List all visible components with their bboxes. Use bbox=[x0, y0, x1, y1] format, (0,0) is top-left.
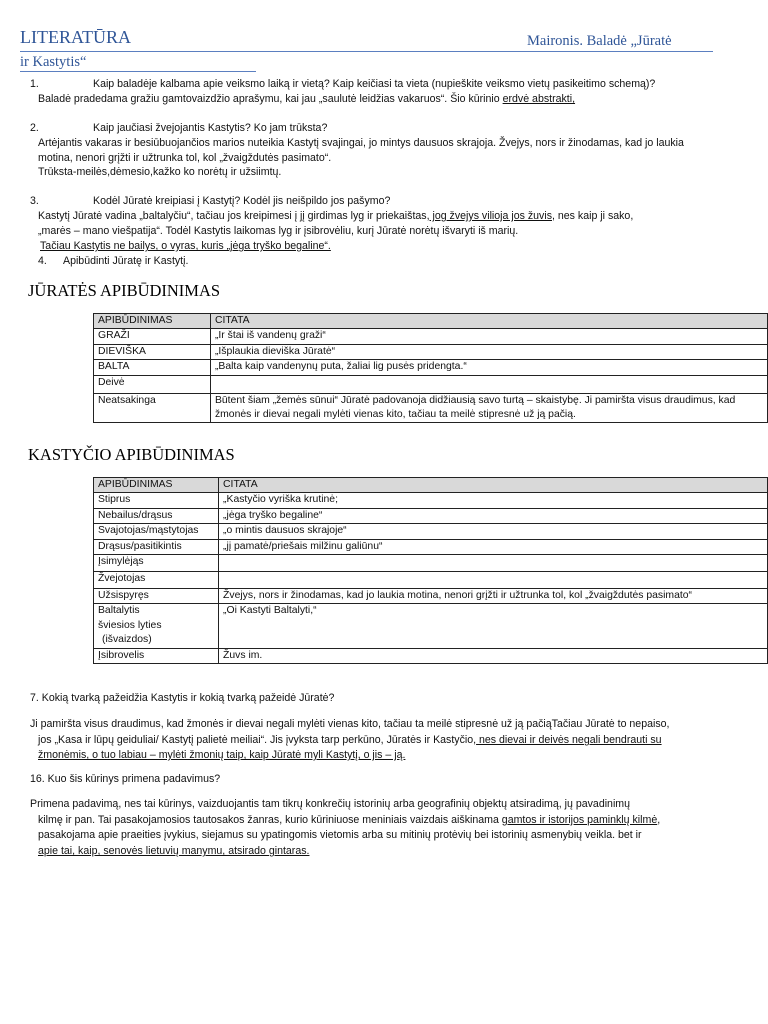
section-title-kastytis: KASTYČIO APIBŪDINIMAS bbox=[28, 445, 235, 464]
table-header-row bbox=[94, 478, 768, 493]
answer-3-text: Kastytį Jūratė vadina „baltalyčiu“, tačiau jos kreipimesi į jį girdimas lyg ir priekaištas, bbox=[38, 210, 430, 222]
answer-3-underlined: jog žvejys vilioja jos žuvis bbox=[429, 210, 552, 222]
table-row bbox=[94, 508, 768, 523]
trait-cell: DIEVIŠKA bbox=[94, 344, 211, 359]
quote-cell bbox=[219, 555, 768, 572]
trait-cell: Žvejotojas bbox=[94, 572, 219, 589]
work-title: Maironis. Baladė „Jūratė bbox=[527, 33, 672, 49]
quote-cell bbox=[210, 375, 767, 393]
quote-cell: „o mintis dausuos skrajoje“ bbox=[219, 524, 768, 539]
answer-1-text: Baladė pradedama gražiu gamtovaizdžio aprašymu, kai jau „saulutė leidžias vakaruos“. Šio kūrinio bbox=[38, 93, 503, 105]
table-row bbox=[94, 493, 768, 508]
column-header: APIBŪDINIMAS bbox=[94, 314, 211, 329]
answer-7-line-3: žmonėmis, o tuo labiau – mylėti žmonių taip, kaip Jūratė myli Kastytį, o jis – ją. bbox=[38, 749, 406, 761]
section-title-jurate: JŪRATĖS APIBŪDINIMAS bbox=[28, 281, 221, 300]
kastytis-table bbox=[93, 477, 768, 664]
answer-16-text: kilmę ir pan. Tai pasakojamosios tautosakos žanras, kurio kūriniuose meniniais vaizdais aiškinama bbox=[38, 814, 502, 826]
work-title-continued: ir Kastytis“ bbox=[20, 54, 87, 70]
quote-cell: „Oi Kastyti Baltalyti,“ bbox=[219, 604, 768, 648]
column-header: CITATA bbox=[219, 478, 768, 493]
table-row bbox=[94, 344, 768, 359]
answer-16-line-2 bbox=[38, 813, 660, 828]
header-underline bbox=[20, 51, 713, 52]
table-row bbox=[94, 539, 768, 554]
answer-7-text: jos „Kasa ir lūpų geiduliai/ Kastytį palietė meiliai“. Jis įvyksta tarp perkūno, Jūratės ir Kastyčio, bbox=[38, 734, 477, 746]
question-number: 4. bbox=[38, 255, 47, 267]
trait-cell: Įsibrovelis bbox=[94, 648, 219, 663]
answer-1 bbox=[38, 92, 575, 107]
answer-16-line-1: Primena padavimą, nes tai kūrinys, vaizduojantis tam tikrų konkrečių istorinių arba geografinių objektų atsiradimą, jų pavadinimų bbox=[30, 798, 631, 810]
table-row bbox=[94, 572, 768, 589]
quote-cell: „Balta kaip vandenynų puta, žaliai lig pusės pridengta.“ bbox=[210, 360, 767, 375]
trait-cell: GRAŽI bbox=[94, 329, 211, 344]
answer-2-line-2: motina, nenori grįžti ir užtrunka tol, kol „žvaigždutės pasimato“. bbox=[38, 152, 332, 164]
answer-2-line-3: Trūksta-meilės,dėmesio,kažko ko norėtų ir užsiimtų. bbox=[38, 166, 282, 178]
question-2: Kaip jaučiasi žvejojantis Kastytis? Ko jam trūksta? bbox=[93, 122, 328, 134]
quote-cell: Žuvs im. bbox=[219, 648, 768, 663]
question-number: 2. bbox=[30, 122, 39, 134]
quote-cell: „Ir štai iš vandenų graži“ bbox=[210, 329, 767, 344]
answer-16-text-end: , bbox=[657, 814, 661, 826]
quote-cell bbox=[219, 572, 768, 589]
answer-16-line-4: apie tai, kaip, senovės lietuvių manymu, atsirado gintaras. bbox=[38, 845, 310, 857]
trait-cell: Drąsus/pasitikintis bbox=[94, 539, 219, 554]
question-16: 16. Kuo šis kūrinys primena padavimus? bbox=[30, 773, 221, 785]
question-1: Kaip baladėje kalbama apie veiksmo laiką ir vietą? Kaip keičiasi ta vieta (nupieškite veiksmo vietų pasikeitimo schemą)? bbox=[93, 78, 656, 90]
table-row bbox=[94, 329, 768, 344]
question-number: 1. bbox=[30, 78, 39, 90]
table-header-row bbox=[94, 314, 768, 329]
quote-line: žmonės ir dievai negali mylėti vienas kito, tačiau ta meilė stipresnė už ją pačią. bbox=[214, 409, 576, 421]
table-row bbox=[94, 648, 768, 663]
trait-cell: Neatsakinga bbox=[94, 393, 211, 423]
table-row bbox=[94, 589, 768, 604]
quote-cell: „Išplaukia dieviška Jūratė“ bbox=[210, 344, 767, 359]
answer-1-underlined: erdvė abstrakti, bbox=[502, 93, 576, 105]
answer-3-text-end: , nes kaip ji sako, bbox=[552, 210, 634, 222]
answer-16-line-3: pasakojama apie praeities įvykius, siejamus su ypatingomis vietomis arba su mitinių protėvių bei istorinių asmenybių veikla. bet ir bbox=[38, 829, 642, 841]
table-row bbox=[94, 360, 768, 375]
question-number: 3. bbox=[30, 195, 39, 207]
trait-cell: Nebailus/drąsus bbox=[94, 508, 219, 523]
column-header: APIBŪDINIMAS bbox=[94, 478, 219, 493]
answer-3-line-1 bbox=[38, 209, 633, 224]
question-4: Apibūdinti Jūratę ir Kastytį. bbox=[63, 255, 189, 267]
quote-cell bbox=[210, 393, 767, 423]
header-underline-2 bbox=[20, 71, 256, 72]
question-3: Kodėl Jūratė kreipiasi į Kastytį? Kodėl jis neišpildo jos pašymo? bbox=[93, 195, 391, 207]
trait-cell: Deivė bbox=[94, 375, 211, 393]
answer-3-line-3: Tačiau Kastytis ne bailys, o vyras, kuris „jėga tryško begaline“. bbox=[40, 240, 331, 252]
trait-cell bbox=[94, 604, 219, 648]
answer-7-line-1: Ji pamiršta visus draudimus, kad žmonės ir dievai negali mylėti vienas kito, tačiau ta meilė stipresnė už ją pačiąTačiau Jūratė to nepaiso, bbox=[30, 718, 670, 730]
quote-cell: „Kastyčio vyriška krutinė; bbox=[219, 493, 768, 508]
answer-2-line-1: Artėjantis vakaras ir besiūbuojančios marios nuteikia Kastytį svajingai, jo mintys dausuos skrajoja. Žvejys, nors ir žinodamas, kad jo laukia bbox=[38, 137, 684, 149]
quote-line: Būtent šiam „žemės sūnui“ Jūratė padovanoja didžiausią savo turtą – skaistybę. Ji pamiršta visus draudimus, kad bbox=[214, 394, 736, 406]
trait-cell: Svajotojas/mąstytojas bbox=[94, 524, 219, 539]
table-row bbox=[94, 555, 768, 572]
table-row bbox=[94, 524, 768, 539]
trait-line: šviesios lyties bbox=[98, 619, 162, 631]
question-7: 7. Kokią tvarką pažeidžia Kastytis ir kokią tvarką pažeidė Jūratė? bbox=[30, 692, 335, 704]
jurate-table bbox=[93, 313, 768, 423]
table-row bbox=[94, 375, 768, 393]
quote-cell: „jėga tryško begaline“ bbox=[219, 508, 768, 523]
trait-line: (išvaizdos) bbox=[102, 634, 152, 646]
trait-cell: Užsispyręs bbox=[94, 589, 219, 604]
answer-16-underlined: gamtos ir istorijos paminklų kilmė bbox=[501, 814, 658, 826]
answer-7-line-2 bbox=[38, 733, 662, 748]
answer-3-line-2: „marės – mano viešpatija“. Todėl Kastytis laikomas lyg ir įsibrovėliu, kurį Jūratė norėtų išvaryti iš marių. bbox=[38, 225, 519, 237]
quote-cell: „jį pamatė/priešais milžinu galiūnu“ bbox=[219, 539, 768, 554]
trait-line: Baltalytis bbox=[98, 605, 140, 617]
column-header: CITATA bbox=[210, 314, 767, 329]
table-row bbox=[94, 393, 768, 423]
trait-cell: Stiprus bbox=[94, 493, 219, 508]
table-row bbox=[94, 604, 768, 648]
answer-7-underlined: nes dievai ir deivės negali bendrauti su bbox=[476, 734, 662, 746]
page-title: LITERATŪRA bbox=[20, 27, 131, 47]
trait-cell: BALTA bbox=[94, 360, 211, 375]
trait-cell: Įsimylėjąs bbox=[94, 555, 219, 572]
quote-cell: Žvejys, nors ir žinodamas, kad jo laukia motina, nenori grįžti ir užtrunka tol, kol „žvaigždutės pasimato“ bbox=[219, 589, 768, 604]
